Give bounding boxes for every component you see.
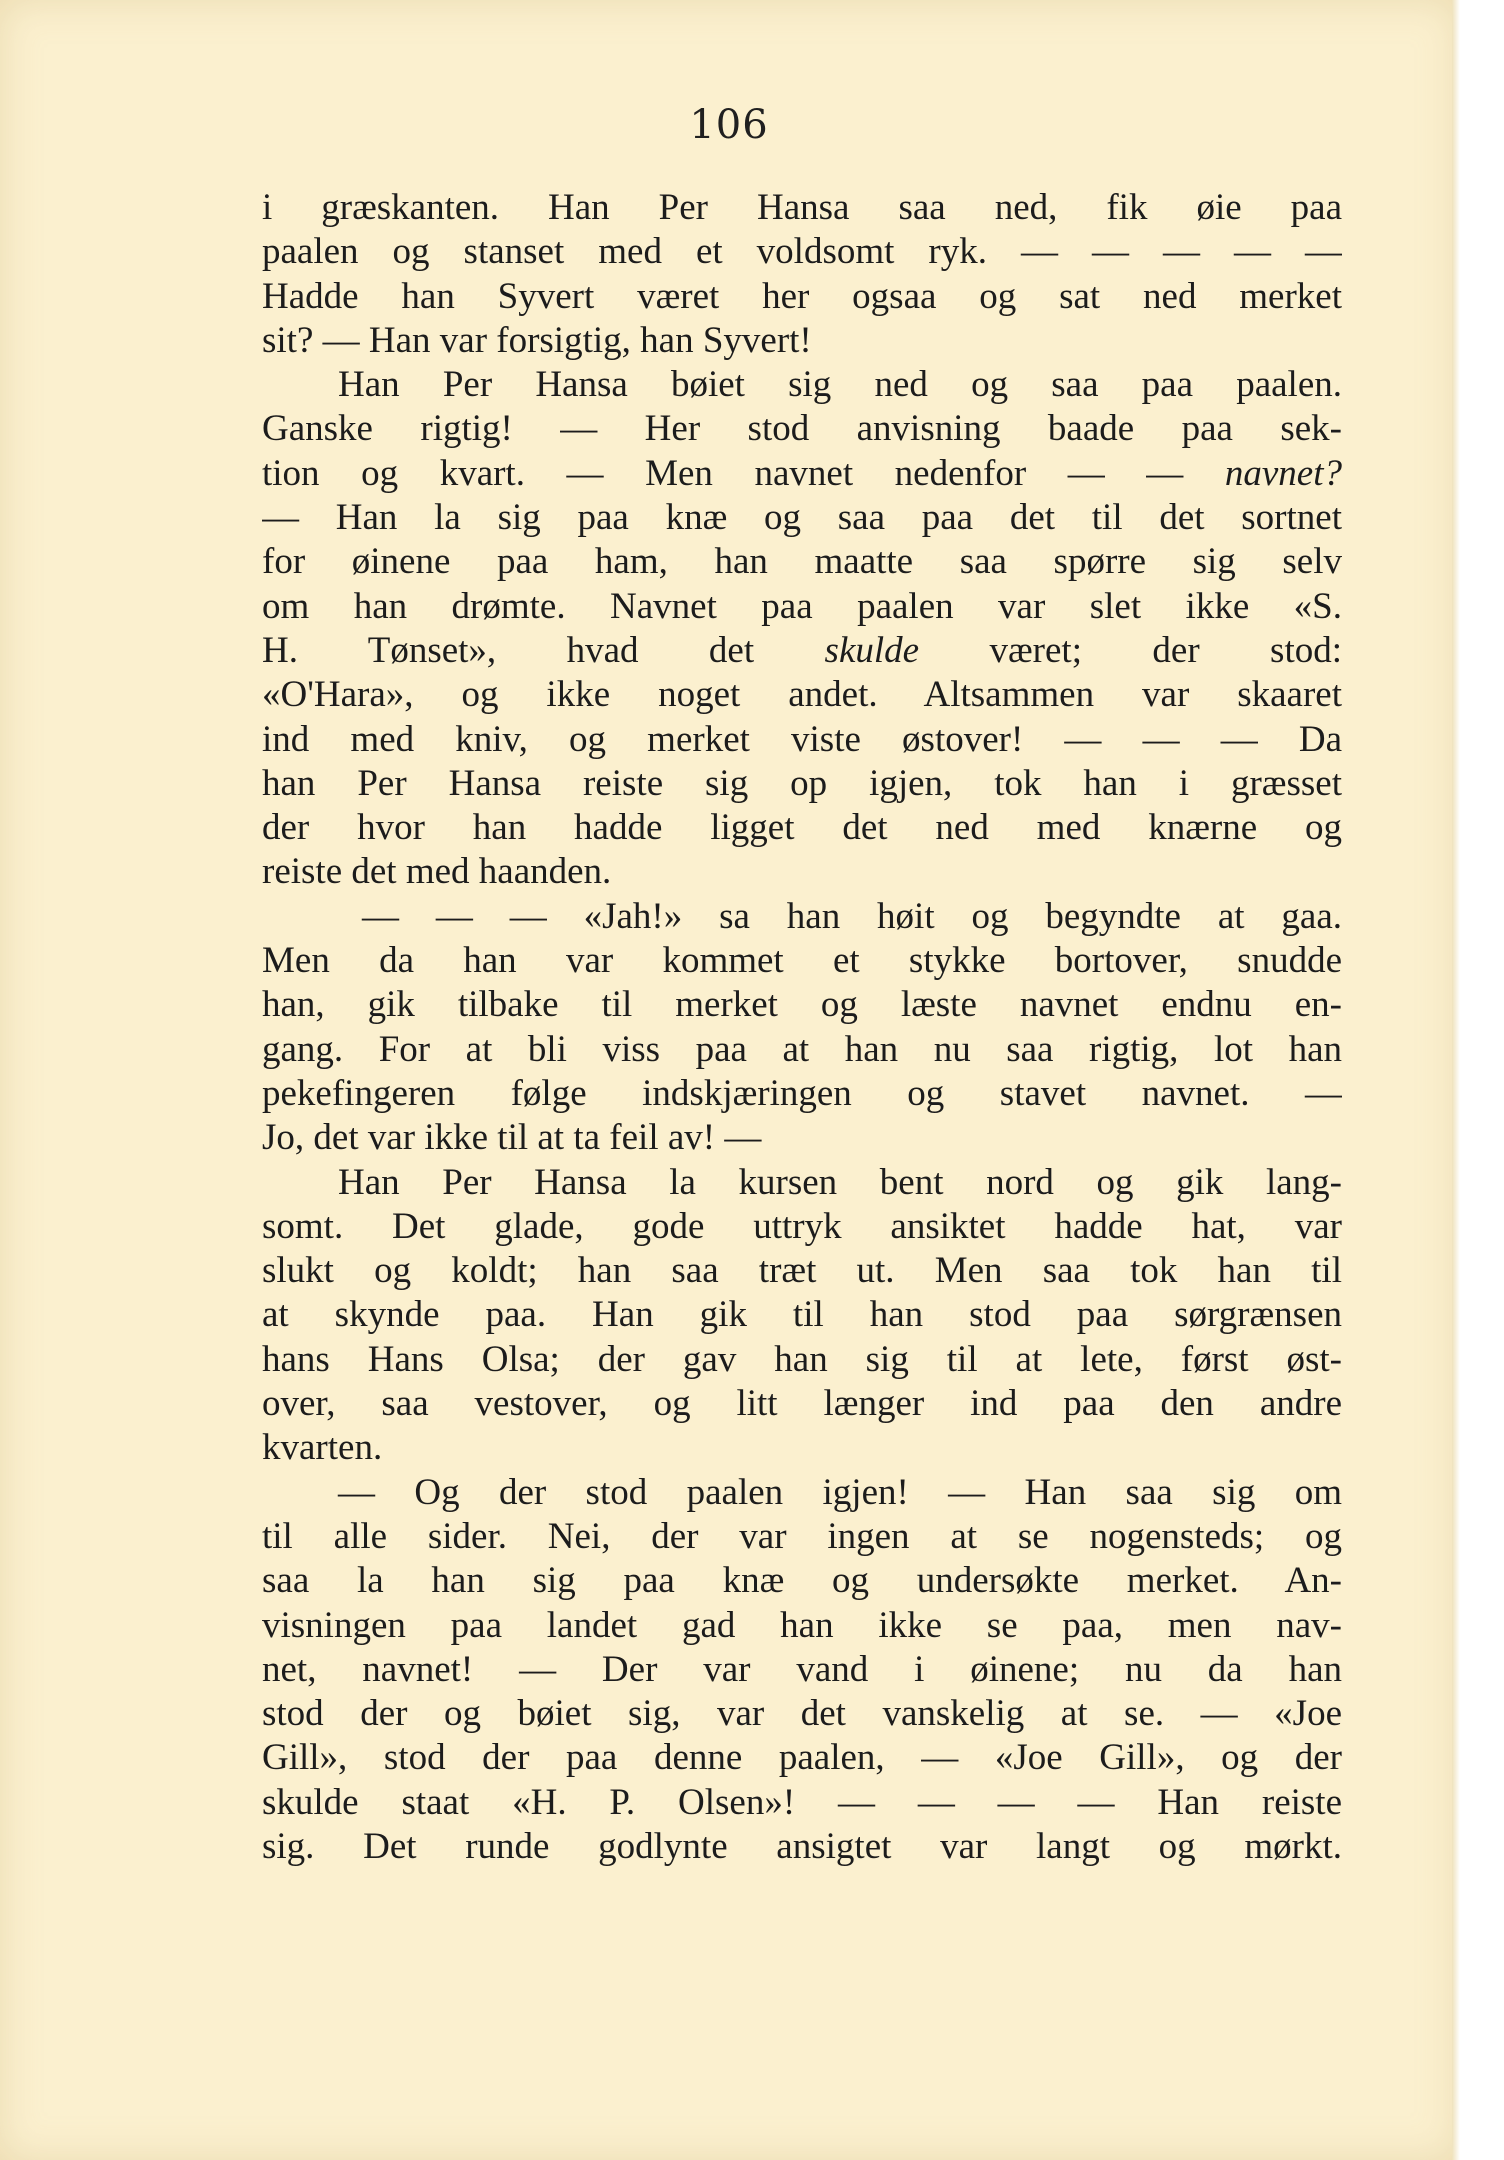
text-line xyxy=(262,1648,1342,1692)
line-text: sig. Det runde godlynte ansigtet var langt og mørkt. xyxy=(262,1825,1342,1867)
text-line xyxy=(262,1781,1342,1825)
line-text: slukt og koldt; han saa træt ut. Men saa tok han til xyxy=(262,1250,1342,1292)
text-line xyxy=(262,1736,1342,1780)
line-text: — Han la sig paa knæ og saa paa det til det sortnet xyxy=(262,497,1342,539)
text-line xyxy=(262,540,1342,584)
line-text: han, gik tilbake til merket og læste navnet endnu en- xyxy=(262,984,1342,1026)
italic-word: skulde xyxy=(824,629,920,671)
text-line xyxy=(262,186,1342,230)
line-text: — Og der stod paalen igjen! — Han saa sig om xyxy=(338,1471,1342,1513)
text-line xyxy=(262,629,1342,673)
text-line xyxy=(262,939,1342,983)
line-text: net, navnet! — Der var vand i øinene; nu da han xyxy=(262,1648,1342,1690)
line-text: der hvor han hadde ligget det ned med knærne og xyxy=(262,807,1342,849)
line-text: ind med kniv, og merket viste østover! — — — Da xyxy=(262,718,1342,760)
line-text: kvarten. xyxy=(262,1427,383,1469)
italic-word: navnet? xyxy=(1224,452,1342,494)
line-text: gang. For at bli viss paa at han nu saa rigtig, lot han xyxy=(262,1028,1342,1070)
line-text: hans Hans Olsa; der gav han sig til at lete, først øst- xyxy=(262,1338,1342,1380)
line-text: Ganske rigtig! — Her stod anvisning baade paa sek- xyxy=(262,408,1342,450)
line-text: i græskanten. Han Per Hansa saa ned, fik øie paa xyxy=(262,187,1342,228)
text-line xyxy=(262,1205,1342,1249)
line-text: tion og kvart. — Men navnet nedenfor — — xyxy=(262,452,1184,494)
text-line xyxy=(262,1338,1342,1382)
text-line xyxy=(262,806,1342,850)
line-text: — — — «Jah!» sa han høit og begyndte at gaa. xyxy=(362,895,1342,937)
page-edge xyxy=(1452,0,1460,2160)
body-text xyxy=(262,186,1342,1869)
line-text: Hadde han Syvert været her ogsaa og sat ned merket xyxy=(262,275,1342,317)
text-line xyxy=(262,452,1342,496)
text-line xyxy=(262,1161,1342,1205)
line-text: været; der stod: xyxy=(989,629,1342,671)
text-line xyxy=(262,1116,1342,1160)
page-number: 106 xyxy=(689,102,769,148)
line-text: visningen paa landet gad han ikke se paa, men nav- xyxy=(262,1604,1342,1646)
text-line xyxy=(262,1072,1342,1116)
line-text: at skynde paa. Han gik til han stod paa sørgrænsen xyxy=(262,1294,1342,1336)
line-text: Han Per Hansa bøiet sig ned og saa paa paalen. xyxy=(338,364,1342,406)
text-line xyxy=(262,275,1342,319)
text-line xyxy=(262,1249,1342,1293)
line-text: over, saa vestover, og litt længer ind paa den andre xyxy=(262,1383,1342,1425)
text-line xyxy=(262,407,1342,451)
text-line xyxy=(262,319,1342,363)
line-text: stod der og bøiet sig, var det vanskelig at se. — «Joe xyxy=(262,1693,1342,1735)
line-text: Gill», stod der paa denne paalen, — «Joe Gill», og der xyxy=(262,1737,1342,1779)
line-text: til alle sider. Nei, der var ingen at se nogensteds; og xyxy=(262,1515,1342,1557)
line-text: Han Per Hansa la kursen bent nord og gik lang- xyxy=(338,1161,1342,1203)
text-line xyxy=(262,1426,1342,1470)
line-text: for øinene paa ham, han maatte saa spørre sig selv xyxy=(262,541,1342,583)
line-text: somt. Det glade, gode uttryk ansiktet hadde hat, var xyxy=(262,1205,1342,1247)
line-text: han Per Hansa reiste sig op igjen, tok han i græsset xyxy=(262,762,1342,804)
text-line xyxy=(262,1471,1342,1515)
text-line xyxy=(262,1382,1342,1426)
line-text: pekefingeren følge indskjæringen og stavet navnet. — xyxy=(262,1072,1342,1114)
line-text: Men da han var kommet et stykke bortover, snudde xyxy=(262,940,1342,982)
line-text: H. Tønset», hvad det xyxy=(262,629,755,671)
text-line xyxy=(262,1515,1342,1559)
text-line xyxy=(262,496,1342,540)
text-line xyxy=(262,895,1342,939)
text-line xyxy=(262,850,1342,894)
text-line xyxy=(262,1692,1342,1736)
text-line xyxy=(262,1559,1342,1603)
text-line xyxy=(262,762,1342,806)
line-text: Jo, det var ikke til at ta feil av! — xyxy=(262,1117,762,1159)
text-line xyxy=(262,983,1342,1027)
text-line xyxy=(262,673,1342,717)
text-line xyxy=(262,718,1342,762)
text-line xyxy=(262,585,1342,629)
line-text: sit? — Han var forsigtig, han Syvert! xyxy=(262,319,812,361)
text-line xyxy=(262,230,1342,274)
text-line xyxy=(262,1028,1342,1072)
text-line xyxy=(262,1604,1342,1648)
line-text: om han drømte. Navnet paa paalen var slet ikke «S. xyxy=(262,585,1342,627)
line-text: skulde staat «H. P. Olsen»! — — — — Han reiste xyxy=(262,1781,1342,1823)
text-line xyxy=(262,1293,1342,1337)
line-text: «O'Hara», og ikke noget andet. Altsammen var skaaret xyxy=(262,674,1342,716)
text-line xyxy=(262,363,1342,407)
line-text: paalen og stanset med et voldsomt ryk. — — — — — xyxy=(262,231,1342,273)
line-text: saa la han sig paa knæ og undersøkte merket. An- xyxy=(262,1560,1342,1602)
text-line xyxy=(262,1825,1342,1869)
line-text: reiste det med haanden. xyxy=(262,851,612,893)
